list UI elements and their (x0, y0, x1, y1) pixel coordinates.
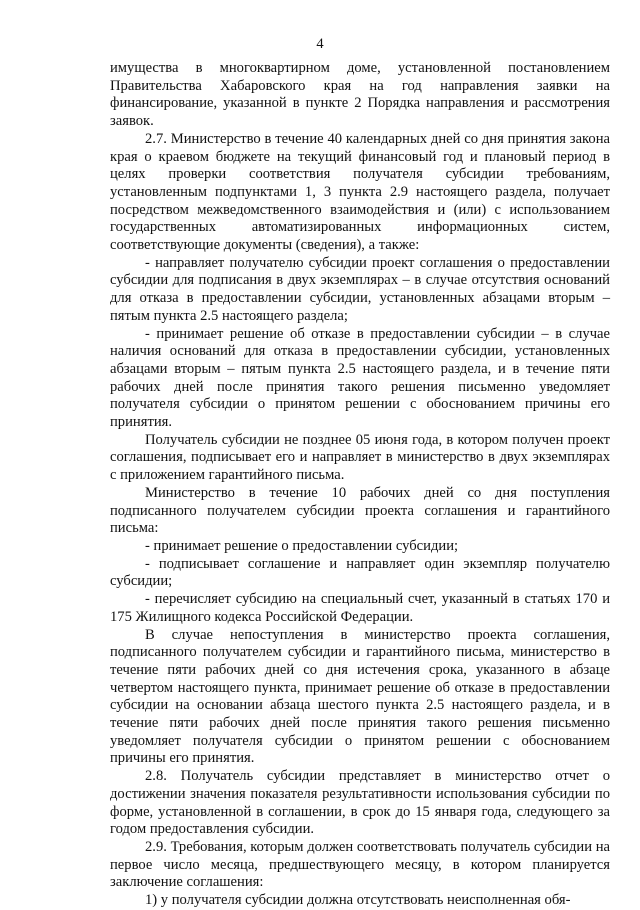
paragraph-recipient-signs: Получатель субсидии не позднее 05 июня года, в котором получен проект соглашения, подписывает его и направляет в министерство в двух экземплярах с приложением гарантийного письма. (110, 431, 610, 484)
paragraph-non-receipt: В случае непоступления в министерство проекта соглашения, подписанного получателем субсидии и гарантийного письма, министерство в течение пяти рабочих дней со дня истечения срока, указанного в абзаце четвертом настоящего пункта, принимает решение об отказе в предоставлении субсидии на основании абзаца шестого пункта 2.5 настоящего раздела, и в течение пяти рабочих дней после принятия такого решения письменно уведомляет получателя субсидии о принятом решении с обоснованием причины его принятия. (110, 626, 610, 767)
paragraph-send-draft-agreement: - направляет получателю субсидии проект соглашения о предоставлении субсидии для подписания в двух экземплярах – в случае отсутствия оснований для отказа в предоставлении субсидии, установленных абзацами вторым – пятым пункта 2.5 настоящего раздела; (110, 254, 610, 324)
paragraph-decision-grant: - принимает решение о предоставлении субсидии; (145, 537, 459, 554)
page-number: 4 (316, 36, 324, 52)
paragraph-2-8: 2.8. Получатель субсидии представляет в министерство отчет о достижении значения показателя результативности использования субсидии по форме, установленной в соглашении, в срок до 15 января года, следующего за годом предоставления субсидии. (110, 768, 610, 838)
paragraph-refusal-decision: - принимает решение об отказе в предоставлении субсидии – в случае наличия оснований для отказа в предоставлении субсидии, установленных абзацами вторым – пятым пункта 2.5 настоящего раздела, и в течение пяти рабочих дней после принятия такого решения письменно уведомляет получателя субсидии о принятом решении с обоснованием причины его принятия. (110, 325, 610, 431)
paragraph-signs-agreement: - подписывает соглашение и направляет один экземпляр получателю субсидии; (110, 555, 610, 590)
paragraph-transfers-subsidy: - перечисляет субсидию на специальный счет, указанный в статьях 170 и 175 Жилищного кодекса Российской Федерации. (110, 591, 610, 625)
paragraph-requirement-1: 1) у получателя субсидии должна отсутствовать неисполненная обя- (145, 892, 571, 909)
paragraph-2-7: 2.7. Министерство в течение 40 календарных дней со дня принятия закона края о краевом бюджете на текущий финансовый год и плановый период в целях проверки соответствия получателя субсидии требованиям, установленным подпунктами 1, 3 пункта 2.9 настоящего раздела, получает посредством межведомственного взаимодействия и (или) с использованием государственных автоматизированных информационных систем, соответствующие документы (сведения), а также: (110, 130, 610, 254)
paragraph-2-9: 2.9. Требования, которым должен соответствовать получатель субсидии на первое число месяца, предшествующего месяцу, в котором планируется заключение соглашения: (110, 838, 610, 891)
paragraph-ministry-10-days: Министерство в течение 10 рабочих дней со дня поступления подписанного получателем субсидии проекта соглашения и гарантийного письма: (110, 484, 610, 537)
paragraph-continuation: имущества в многоквартирном доме, установленной постановлением Правительства Хабаровского края на год направления заявки на финансирование, указанной в пункте 2 Порядка направления и рассмотрения заявок. (110, 60, 610, 130)
document-body (110, 60, 610, 910)
